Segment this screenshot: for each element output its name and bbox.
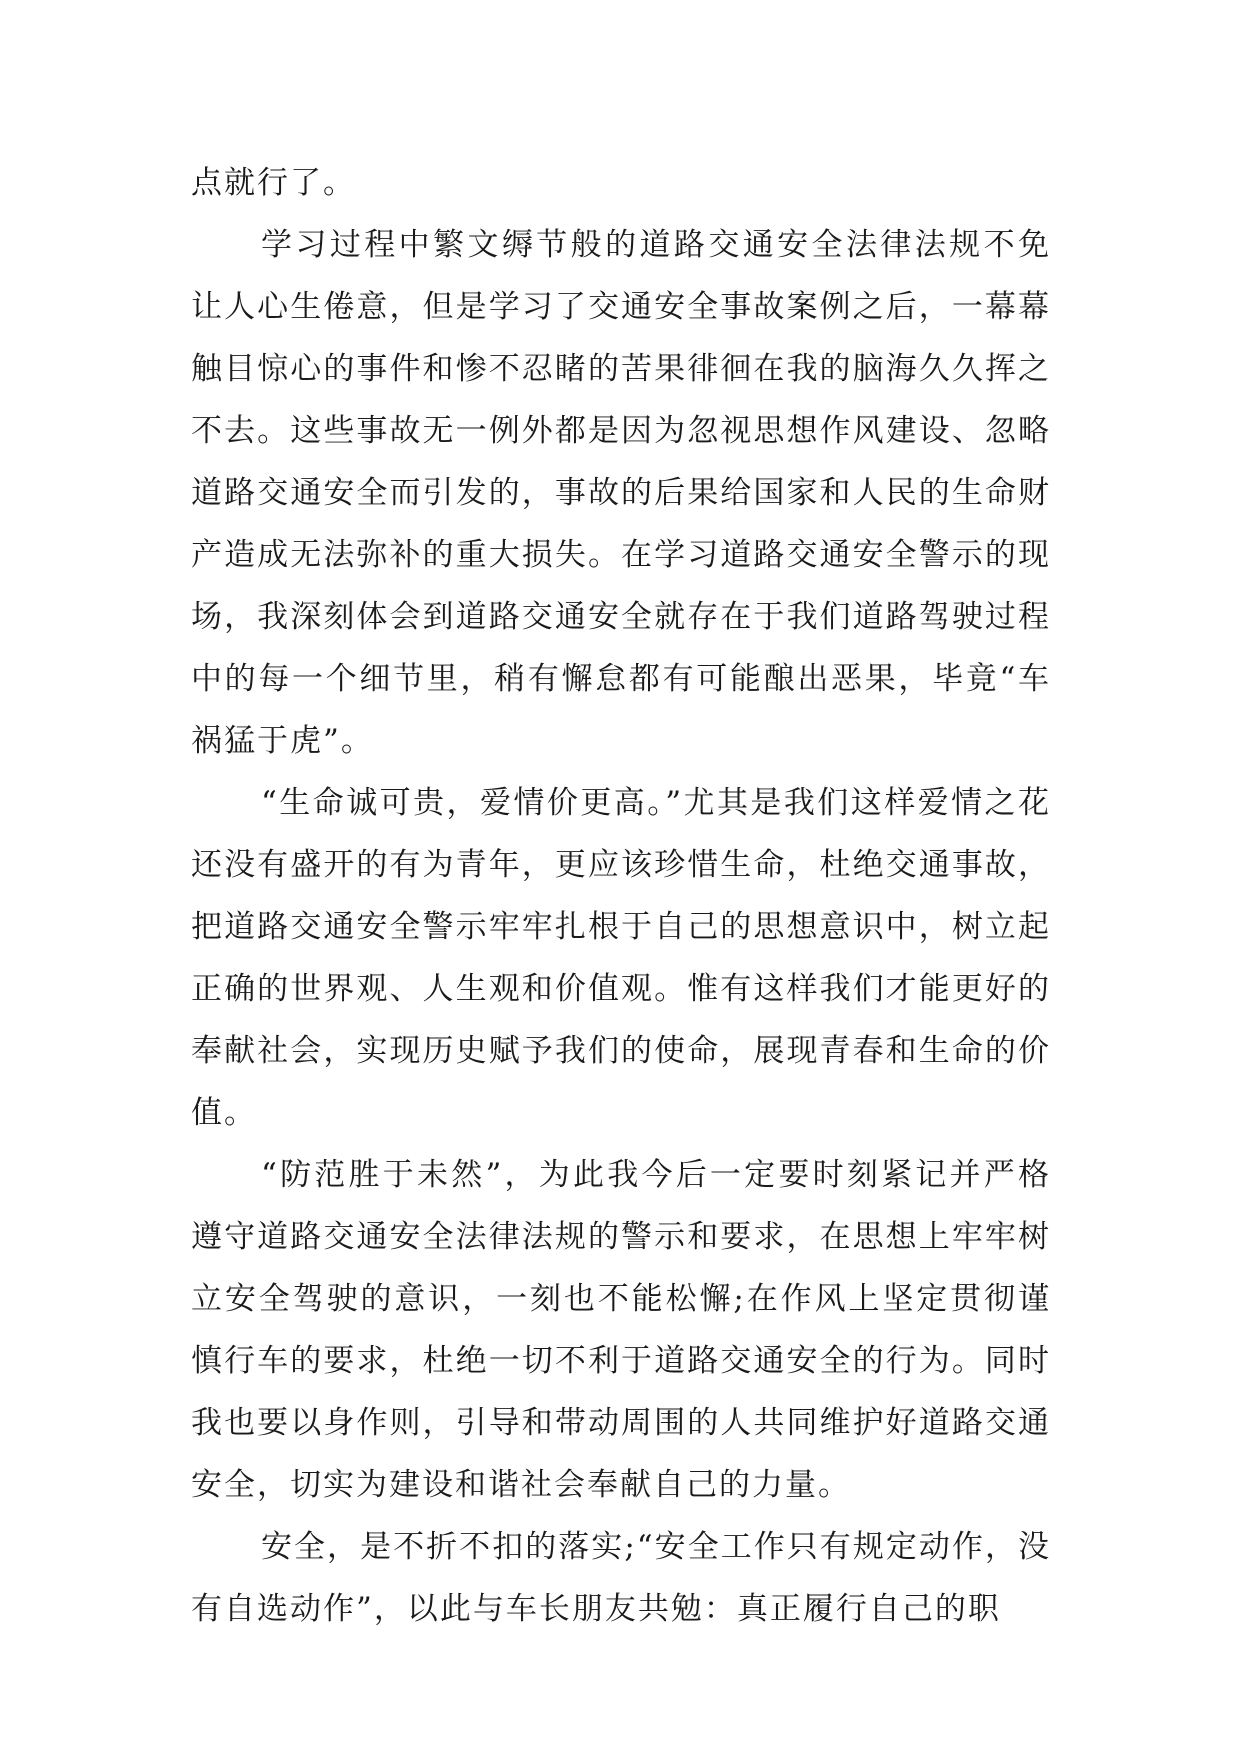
paragraph-2: 学习过程中繁文缛节般的道路交通安全法律法规不免让人心生倦意，但是学习了交通安全事故案例之后，一幕幕触目惊心的事件和惨不忍睹的苦果徘徊在我的脑海久久挥之不去。这些事故无一例外都是因为忽视思想作风建设、忽略道路交通安全而引发的，事故的后果给国家和人民的生命财产造成无法弥补的重大损失。在学习道路交通安全警示的现场，我深刻体会到道路交通安全就存在于我们道路驾驶过程中的每一个细节里，稍有懈怠都有可能酿出恶果，毕竟“车祸猛于虎”。: [191, 227, 1051, 759]
paragraph-3: “生命诚可贵，爱情价更高。”尤其是我们这样爱情之花还没有盛开的有为青年，更应该珍惜生命，杜绝交通事故，把道路交通安全警示牢牢扎根于自己的思想意识中，树立起正确的世界观、人生观和价值观。惟有这样我们才能更好的奉献社会，实现历史赋予我们的使命，展现青春和生命的价值。: [191, 785, 1051, 1131]
paragraph-1: 点就行了。: [191, 165, 356, 201]
paragraph-4: “防范胜于未然”，为此我今后一定要时刻紧记并严格遵守道路交通安全法律法规的警示和要求，在思想上牢牢树立安全驾驶的意识，一刻也不能松懈;在作风上坚定贯彻谨慎行车的要求，杜绝一切不利于道路交通安全的行为。同时我也要以身作则，引导和带动周围的人共同维护好道路交通安全，切实为建设和谐社会奉献自己的力量。: [191, 1157, 1051, 1503]
document-body: [191, 152, 1051, 1640]
paragraph-5: 安全，是不折不扣的落实;“安全工作只有规定动作，没有自选动作”，以此与车长朋友共勉：真正履行自己的职: [191, 1529, 1051, 1627]
